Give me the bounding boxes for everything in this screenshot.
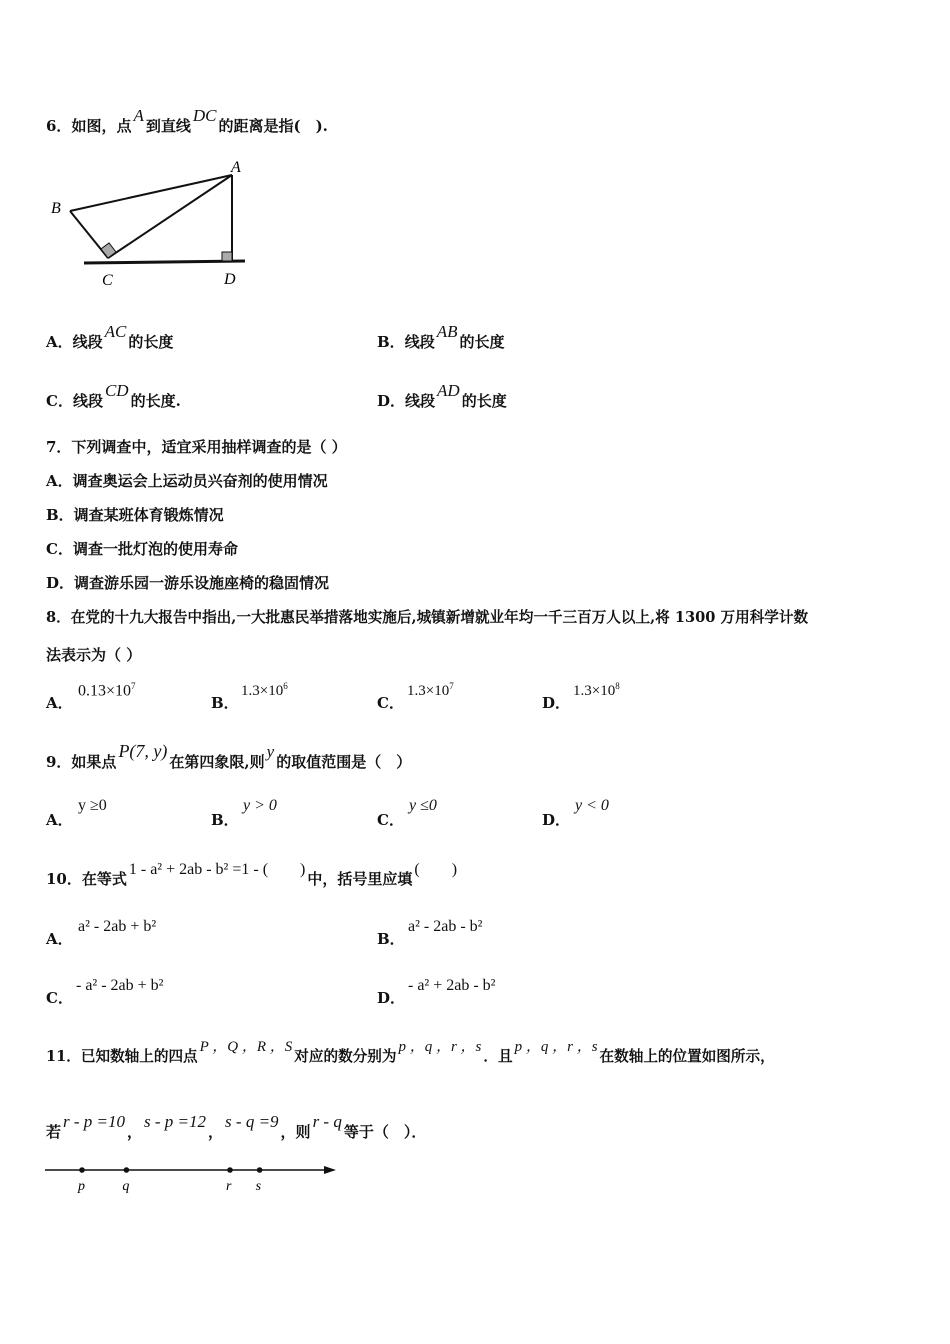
q6-stem: 6．如图，点A到直线DC的距离是指( ).: [46, 106, 328, 135]
label-a: A: [231, 159, 241, 176]
q6-option-a[interactable]: A．线段AC的长度: [46, 322, 174, 351]
q7-option-c[interactable]: C．调查一批灯泡的使用寿命: [46, 540, 238, 558]
q7-stem: 7．下列调查中，适宜采用抽样调查的是（ ）: [46, 438, 347, 456]
line-dc: [84, 261, 245, 263]
q8-option-c-value: $1.3\times 10^7$: [407, 681, 454, 699]
q9-option-d-value: y < 0: [575, 797, 609, 814]
label-b: B: [51, 200, 61, 217]
q8-option-b-letter[interactable]: B．: [211, 694, 239, 712]
axis-arrow: [324, 1166, 336, 1174]
q10-option-b-value: a² - 2ab - b²: [408, 918, 483, 935]
q10-option-a-letter[interactable]: A．: [46, 930, 73, 948]
q9-option-c-value: y ≤0: [409, 797, 437, 814]
q10-equation: 1 - a² + 2ab - b² =1 - ( ): [128, 861, 306, 878]
q10-option-b-letter[interactable]: B．: [377, 930, 405, 948]
q7-option-b[interactable]: B．调查某班体育锻炼情况: [46, 506, 224, 524]
q8-option-c-letter[interactable]: C．: [377, 694, 404, 712]
q10-option-c-value: - a² - 2ab + b²: [76, 977, 164, 994]
point-r: [227, 1167, 233, 1173]
q9-option-a-value: y ≥0: [78, 797, 107, 814]
right-angle-mark-d: [222, 252, 232, 261]
q6-triangle-figure: [40, 155, 260, 290]
q9-option-d-letter[interactable]: D．: [542, 811, 571, 829]
q10-option-c-letter[interactable]: C．: [46, 989, 73, 1007]
q6-option-b[interactable]: B．线段AB的长度: [377, 322, 505, 351]
right-angle-mark-c: [101, 243, 116, 258]
q8-option-d-letter[interactable]: D．: [542, 694, 571, 712]
q9-option-a-letter[interactable]: A．: [46, 811, 73, 829]
q9-stem: 9．如果点P(7, y)在第四象限,则y的取值范围是（ ）: [46, 741, 412, 771]
q7-option-d[interactable]: D．调查游乐园一游乐设施座椅的稳固情况: [46, 574, 330, 592]
q11-stem-line2: 若r - p =10，s - p =12，s - q =9，则r - q等于（ ）．: [46, 1112, 427, 1141]
point-label-p: p: [78, 1179, 85, 1194]
q6-option-c[interactable]: C．线段CD的长度.: [46, 381, 181, 410]
q8-option-a-value: $0.13\times 10^7$: [78, 681, 136, 700]
label-d: D: [224, 271, 236, 288]
q11-number-line: [40, 1158, 340, 1198]
q8-option-b-value: $1.3\times 10^6$: [241, 681, 288, 699]
point-label-q: q: [122, 1179, 130, 1194]
q10-option-d-value: - a² + 2ab - b²: [408, 977, 496, 994]
segment-ba: [70, 175, 232, 211]
point-s: [257, 1167, 263, 1173]
q6-math-dc: DC: [192, 106, 217, 125]
q9-option-b-value: y > 0: [243, 797, 277, 814]
q9-point: P(7, y): [118, 741, 168, 761]
q8-option-a-letter[interactable]: A．: [46, 694, 73, 712]
q9-option-c-letter[interactable]: C．: [377, 811, 404, 829]
q6-math-a: A: [133, 106, 144, 125]
point-label-s: s: [255, 1179, 262, 1194]
point-p: [79, 1167, 85, 1173]
q11-stem-line1: 11．已知数轴上的四点P ，Q ，R ，S对应的数分别为p ，q ，r ，s．且p ，q ，r ，s在数轴上的位置如图所示，: [46, 1039, 775, 1065]
point-q: [124, 1167, 130, 1173]
segment-ca: [108, 175, 232, 258]
q7-option-a[interactable]: A．调查奥运会上运动员兴奋剂的使用情况: [46, 472, 328, 490]
q10-stem: 10．在等式1 - a² + 2ab - b² =1 - ( )中，括号里应填( ): [46, 861, 458, 888]
q10-option-a-value: a² - 2ab + b²: [78, 918, 157, 935]
q9-option-b-letter[interactable]: B．: [211, 811, 239, 829]
q10-option-d-letter[interactable]: D．: [377, 989, 406, 1007]
q8-stem-line1: 8．在党的十九大报告中指出,一大批惠民举措落地实施后,城镇新增就业年均一千三百万人以上,将 1300 万用科学计数: [46, 609, 809, 626]
label-c: C: [102, 272, 113, 289]
point-label-r: r: [226, 1179, 232, 1194]
q8-stem-line2: 法表示为（ ）: [46, 646, 142, 664]
q6-option-d[interactable]: D．线段AD的长度: [377, 381, 507, 410]
q8-option-d-value: $1.3\times 10^8$: [573, 681, 620, 699]
